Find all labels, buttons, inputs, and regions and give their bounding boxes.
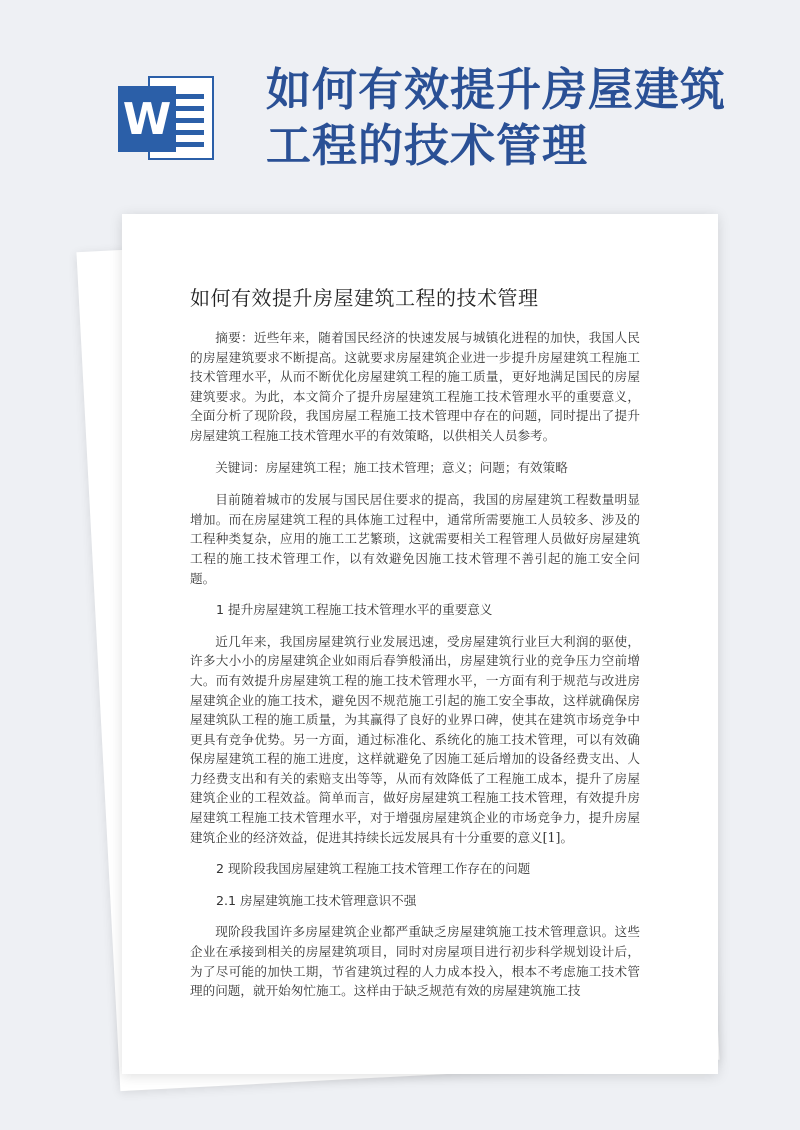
section-2-heading: 2 现阶段我国房屋建筑工程施工技术管理工作存在的问题 — [216, 861, 531, 877]
word-icon-badge: W — [118, 86, 176, 152]
abstract-paragraph: 摘要：近些年来，随着国民经济的快速发展与城镇化进程的加快，我国人民的房屋建筑要求不断提高。这就要求房屋建筑企业进一步提升房屋建筑工程施工技术管理水平，从而不断优化房屋建筑工程的施工质量，更好地满足国民的房屋建筑要求。为此，本文简介了提升房屋建筑工程施工技术管理水平的重要意义，全面分析了现阶段，我国房屋工程施工技术管理中存在的问题，同时提出了提升房屋建筑工程施工技术管理水平的有效策略，以供相关人员参考。 — [190, 330, 640, 443]
intro-paragraph: 目前随着城市的发展与国民居住要求的提高，我国的房屋建筑工程数量明显增加。而在房屋建筑工程的具体施工过程中，通常所需要施工人员较多、涉及的工程种类复杂，应用的施工工艺繁琐，这就需要相关工程管理人员做好房屋建筑工程的施工技术管理工作，以有效避免因施工技术管理不善引起的施工安全问题。 — [190, 492, 640, 586]
keywords-paragraph: 关键词：房屋建筑工程；施工技术管理；意义；问题；有效策略 — [215, 459, 568, 475]
section-2-1-heading: 2.1 房屋建筑施工技术管理意识不强 — [216, 892, 417, 908]
document-title: 如何有效提升房屋建筑工程的技术管理 — [190, 286, 539, 310]
section-2-1-paragraph: 现阶段我国许多房屋建筑企业都严重缺乏房屋建筑施工技术管理意识。这些企业在承接到相关的房屋建筑项目，同时对房屋项目进行初步科学规划设计后，为了尽可能的加快工期，节省建筑过程的人力成本投入，根本不考虑施工技术管理的问题，就开始匆忙施工。这样由于缺乏规范有效的房屋建筑施工技 — [190, 924, 640, 999]
section-1-paragraph: 近几年来，我国房屋建筑行业发展迅速，受房屋建筑行业巨大利润的驱使，许多大小小的房屋建筑企业如雨后春笋般涌出，房屋建筑行业的竞争压力空前增大。而有效提升房屋建筑工程的施工技术管理水平，一方面有利于规范与改进房屋建筑企业的施工技术，避免因不规范施工引起的施工安全事故，这样就确保房屋建筑队工程的施工质量，为其赢得了良好的业界口碑，使其在建筑市场竞争中更具有竞争优势。另一方面，通过标准化、系统化的施工技术管理，可以有效确保房屋建筑工程的施工进度，这样就避免了因施工延后增加的设备经费支出、人力经费支出和有关的索赔支出等等，从而有效降低了工程施工成本，提升了房屋建筑企业的工程效益。简单而言，做好房屋建筑工程施工技术管理，有效提升房屋建筑工程施工技术管理水平，对于增强房屋建筑企业的市场竞争力，提升房屋建筑企业的经济效益，促进其持续长远发展具有十分重要的意义[1]。 — [190, 633, 640, 845]
section-1-heading: 1 提升房屋建筑工程施工技术管理水平的重要意义 — [216, 602, 493, 618]
word-app-icon — [118, 72, 216, 164]
document-body — [190, 328, 640, 1001]
banner-title: 如何有效提升房屋建筑工程的技术管理 — [266, 63, 727, 172]
